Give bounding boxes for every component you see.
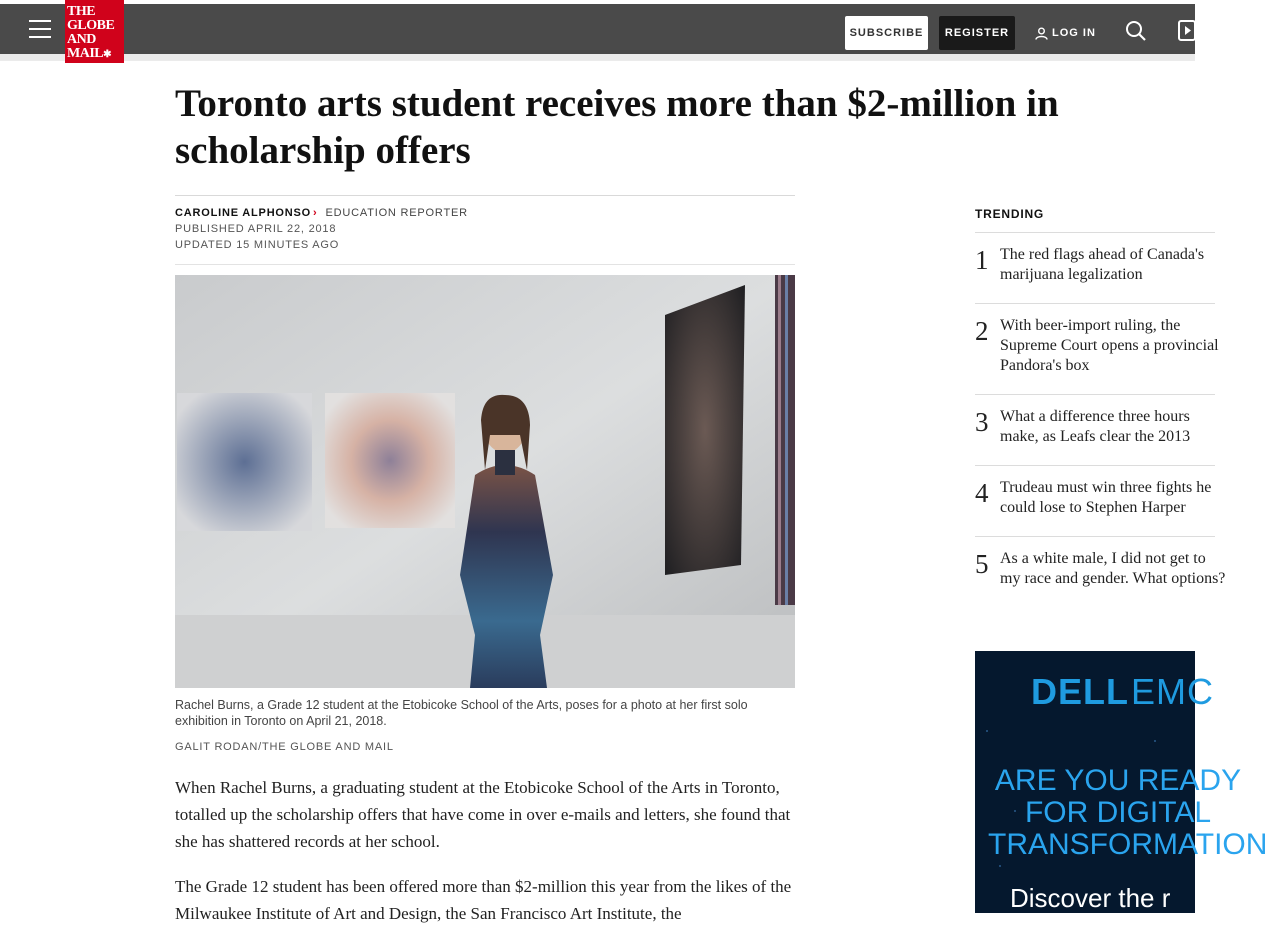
ad-subline: Discover the r: [1010, 883, 1171, 913]
author-role: EDUCATION REPORTER: [325, 207, 468, 219]
article-photo[interactable]: [175, 275, 795, 688]
dell-emc-logo: [1031, 671, 1214, 713]
advertisement[interactable]: [975, 651, 1267, 913]
trending-title[interactable]: With beer-import ruling, the Supreme Court opens a provincial Pandora's box: [1000, 317, 1219, 374]
play-icon[interactable]: [1178, 20, 1198, 42]
globe-and-mail-logo[interactable]: [65, 0, 124, 63]
login-label: LOG IN: [1052, 27, 1096, 39]
logo-line-4: MAIL: [67, 46, 104, 61]
trending-heading: TRENDING: [975, 207, 1045, 221]
published-date: PUBLISHED APRIL 22, 2018: [175, 223, 337, 235]
trending-title[interactable]: As a white male, I did not get to my race and gender. What options?: [1000, 550, 1226, 587]
ad-logo-emc: EMC: [1131, 671, 1214, 712]
trending-title[interactable]: Trudeau must win three fights he could lose to Stephen Harper: [1000, 479, 1212, 516]
ad-headline: ARE YOU READY FOR DIGITAL TRANSFORMATION: [988, 764, 1267, 861]
trending-item[interactable]: [975, 232, 1215, 303]
article-headline: Toronto arts student receives more than $2-million in scholarship offers: [175, 82, 1059, 172]
maple-leaf-icon: ✱: [103, 49, 112, 60]
login-link[interactable]: [1035, 16, 1096, 50]
trending-rank: 3: [975, 407, 989, 437]
search-icon[interactable]: [1125, 20, 1147, 42]
author-link[interactable]: CAROLINE ALPHONSO: [175, 207, 312, 219]
byline-divider-top: [175, 195, 795, 196]
menu-icon[interactable]: [29, 20, 51, 38]
subscribe-button[interactable]: SUBSCRIBE: [845, 16, 928, 50]
trending-title[interactable]: What a difference three hours make, as Leafs clear the 2013: [1000, 408, 1191, 445]
trending-item[interactable]: [975, 303, 1219, 394]
register-button[interactable]: REGISTER: [939, 16, 1015, 50]
trending-rank: 5: [975, 549, 989, 579]
ad-logo-dell: DELL: [1031, 671, 1129, 712]
top-navigation-bar: [0, 4, 1195, 54]
nav-divider: [0, 54, 1195, 61]
photo-credit: GALIT RODAN/THE GLOBE AND MAIL: [175, 741, 394, 753]
trending-item[interactable]: [975, 394, 1215, 465]
user-icon: [1035, 27, 1048, 40]
chevron-right-icon: ›: [313, 207, 318, 219]
byline-divider-bottom: [175, 264, 795, 265]
logo-line-3: AND: [67, 32, 96, 47]
trending-item[interactable]: [975, 536, 1226, 627]
article-paragraph: When Rachel Burns, a graduating student at the Etobicoke School of the Arts in Toronto, totalled up the scholarship offers that have come in over e-mails and letters, she found that she has shattered records at her school.: [175, 778, 791, 851]
logo-line-2: GLOBE: [67, 18, 115, 33]
trending-rank: 2: [975, 316, 989, 346]
logo-line-1: THE: [67, 4, 96, 19]
trending-rank: 4: [975, 478, 989, 508]
trending-title[interactable]: The red flags ahead of Canada's marijuana legalization: [1000, 246, 1205, 283]
article-paragraph: The Grade 12 student has been offered more than $2-million this year from the likes of the Milwaukee Institute of Art and Design, the San Francisco Art Institute, the: [175, 877, 792, 923]
updated-time: UPDATED 15 MINUTES AGO: [175, 239, 340, 251]
trending-rank: 1: [975, 245, 989, 275]
trending-item[interactable]: [975, 465, 1215, 536]
photo-caption: Rachel Burns, a Grade 12 student at the Etobicoke School of the Arts, poses for a photo at her first solo exhibition in Toronto on April 21, 2018.: [175, 698, 748, 728]
byline: [175, 207, 468, 219]
